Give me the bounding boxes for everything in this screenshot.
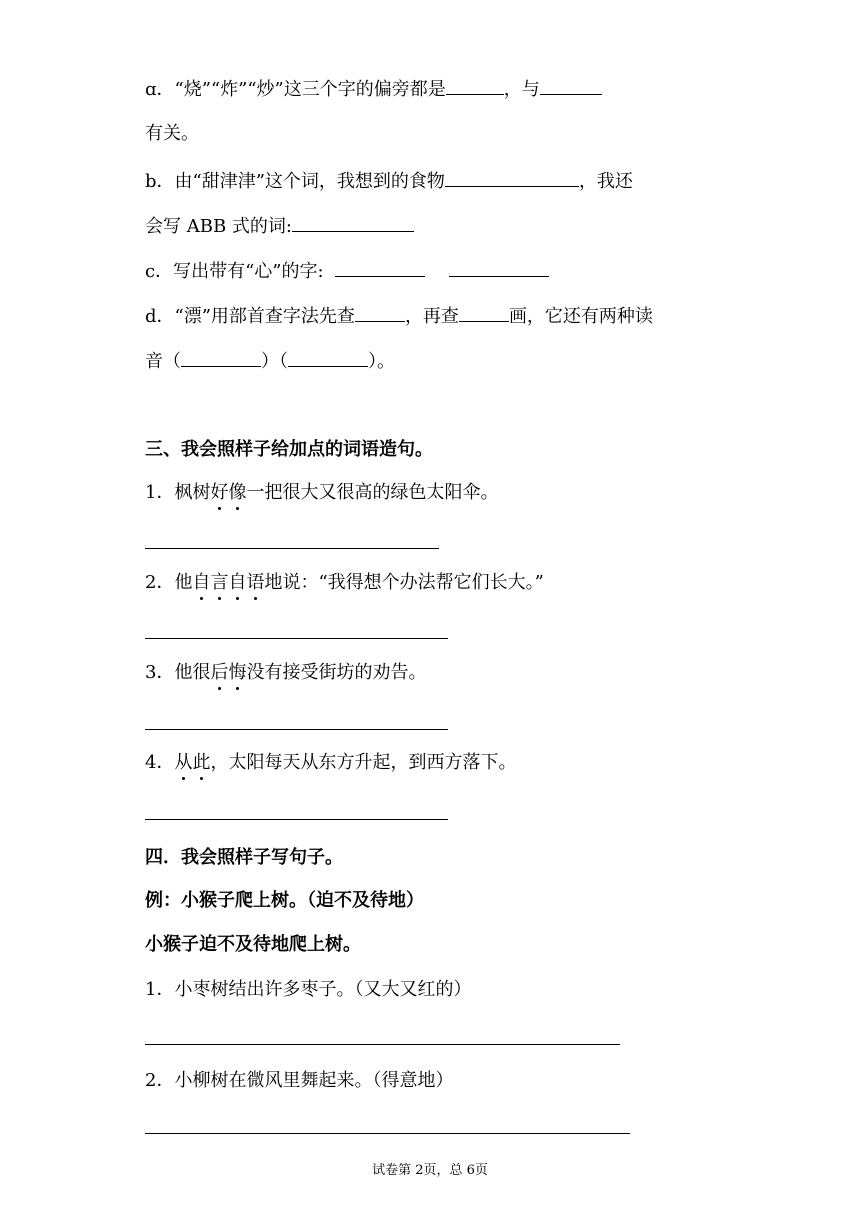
sentence-text: 4． [145,752,175,773]
sentence-text: 3．他很 [145,662,211,683]
sentence-text: 一把很大又很高的绿色太阳伞。 [246,482,499,503]
answer-line[interactable] [145,1044,620,1045]
sentence-item-3 [145,661,426,685]
item-b-text2: ，我还 [578,171,633,192]
answer-line[interactable] [145,548,439,549]
rewrite-item-1: 1．小枣树结出许多枣子。（又大又红的） [145,979,472,1000]
dotted-char: 自 [228,572,247,593]
item-d-text6: ）。 [368,351,395,372]
item-b-line2 [145,213,414,239]
dotted-char: 言 [210,572,229,593]
dotted-char: 后 [210,662,229,683]
answer-blank[interactable] [459,303,509,322]
dotted-char: 悔 [228,662,247,683]
item-b-line1 [145,168,633,194]
sentence-text: 1．枫树 [145,482,211,503]
item-b-text3: 会写 ABB 式的词: [145,216,292,237]
sentence-item-1 [145,481,498,505]
answer-blank[interactable] [446,76,504,95]
answer-blank[interactable] [355,303,405,322]
item-d-text2: ，再查 [404,306,459,327]
rewrite-item-2: 2．小柳树在微风里舞起来。（得意地） [145,1070,454,1091]
item-a-line2 [145,122,199,146]
item-a-text: ɑ．“烧”“炸”“炒”这三个字的偏旁都是 [145,79,446,100]
item-a-line1 [145,76,602,102]
answer-blank[interactable] [292,213,414,232]
item-d-text: d．“漂”用部首查字法先查 [145,306,355,327]
sentence-item-4 [145,751,516,775]
item-c-text: c．写出带有“心”的字: [145,261,324,282]
dotted-char: 此 [192,752,211,773]
example-question: 例：小猴子爬上树。（迫不及待地） [145,890,424,911]
sentence-item-2 [145,571,544,595]
section3-heading: 三、我会照样子给加点的词语造句。 [145,439,433,460]
answer-blank[interactable] [181,348,261,367]
answer-blank[interactable] [335,258,425,277]
sentence-text: 2．他 [145,572,193,593]
item-b-text: b．由“甜津津”这个词，我想到的食物 [145,171,445,192]
item-c-line [145,258,549,284]
dotted-char: 像 [228,482,247,503]
dotted-char: 语 [246,572,265,593]
item-d-line1 [145,303,653,329]
answer-line[interactable] [145,819,448,820]
dotted-char: 自 [192,572,211,593]
answer-blank[interactable] [449,258,549,277]
item-d-text3: 画，它还有两种读 [508,306,653,327]
answer-line[interactable] [145,1133,630,1134]
sentence-text: 没有接受街坊的劝告。 [246,662,427,683]
answer-blank[interactable] [540,76,602,95]
answer-blank[interactable] [288,348,368,367]
answer-line[interactable] [145,729,448,730]
answer-blank[interactable] [445,168,579,187]
item-a-text3: 有关。 [145,123,199,144]
dotted-char: 从 [174,752,193,773]
item-a-text2: ，与 [503,79,540,100]
sentence-text: 地说：“我得想个办法帮它们长大。” [264,572,544,593]
section4-heading: 四．我会照样子写句子。 [145,847,343,868]
sentence-text: ，太阳每天从东方升起，到西方落下。 [210,752,517,773]
item-d-text4: 音（ [145,351,181,372]
example-answer: 小猴子迫不及待地爬上树。 [145,934,361,955]
item-d-line2 [145,348,395,374]
page-footer: 试卷第 2页，总 6页 [372,1163,488,1178]
dotted-char: 好 [210,482,229,503]
item-d-text5: ）（ [261,351,288,372]
answer-line[interactable] [145,638,448,639]
